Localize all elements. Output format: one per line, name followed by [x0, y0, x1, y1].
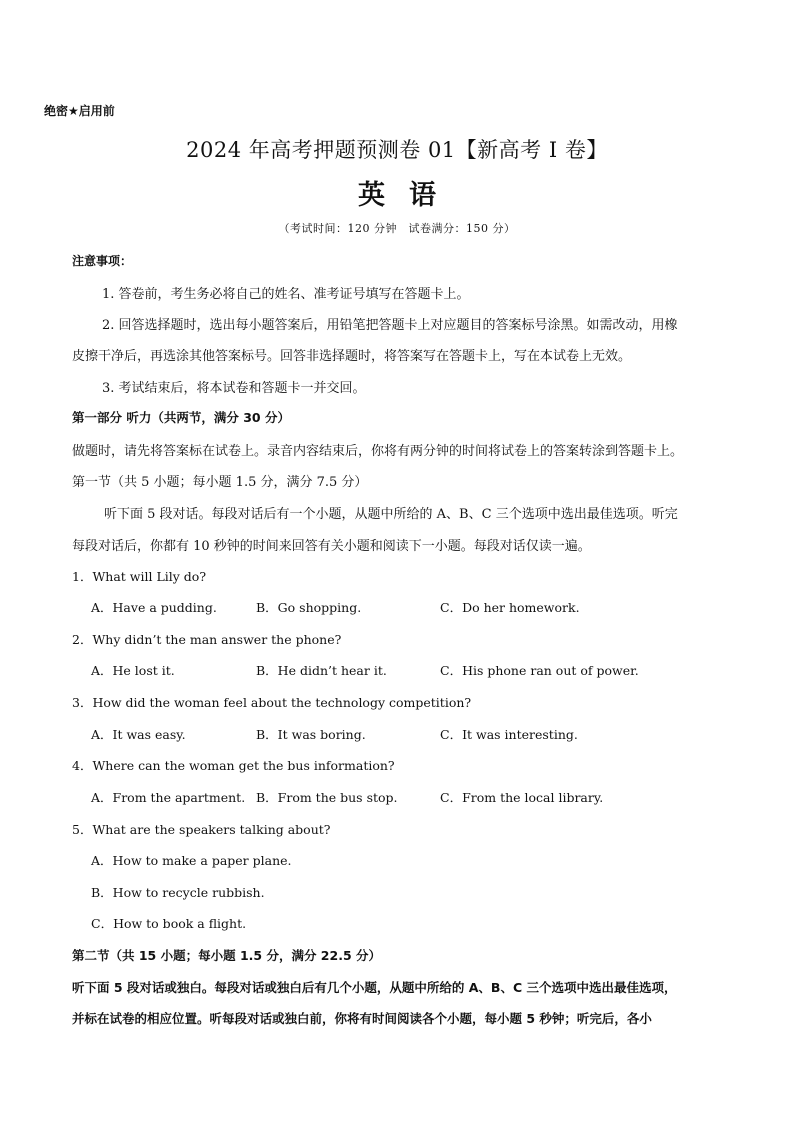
- confidential-label: 绝密★启用前: [44, 104, 115, 118]
- section1-instruction-line-1: 听下面 5 段对话。每段对话后有一个小题，从题中所给的 A、B、C 三个选项中选出最佳选项。听完: [104, 507, 678, 522]
- section1-heading: 第一节（共 5 小题；每小题 1.5 分，满分 7.5 分）: [72, 475, 368, 490]
- exam-title: 2024 年高考押题预测卷 01【新高考 I 卷】: [186, 138, 608, 162]
- question-1-option-b: B．Go shopping.: [256, 600, 362, 615]
- section2-heading: 第二节（共 15 小题；每小题 1.5 分，满分 22.5 分）: [72, 948, 381, 963]
- part1-instruction: 做题时，请先将答案标在试卷上。录音内容结束后，你将有两分钟的时间将试卷上的答案转涂到答题卡上。: [72, 444, 684, 459]
- notice-item-1: 1. 答卷前，考生务必将自己的姓名、准考证号填写在答题卡上。: [102, 287, 470, 302]
- notice-item-3: 3. 考试结束后，将本试卷和答题卡一并交回。: [102, 381, 366, 396]
- question-4-option-c: C．From the local library.: [440, 790, 604, 805]
- notice-item-2-line-1: 2. 回答选择题时，选出每小题答案后，用铅笔把答题卡上对应题目的答案标号涂黑。如需改动，用橡: [102, 318, 678, 333]
- section2-instruction-line-1: 听下面 5 段对话或独白。每段对话或独白后有几个小题，从题中所给的 A、B、C 三个选项中选出最佳选项，: [72, 980, 677, 995]
- question-4-option-b: B．From the bus stop.: [256, 790, 398, 805]
- question-3-option-a: A．It was easy.: [91, 727, 186, 742]
- question-4-option-a: A．From the apartment.: [91, 790, 246, 805]
- question-5-option-b: B．How to recycle rubbish.: [91, 885, 265, 900]
- question-2-option-b: B．He didn’t hear it.: [256, 663, 387, 678]
- question-4-stem: 4．Where can the woman get the bus information?: [72, 758, 395, 773]
- question-1-option-c: C．Do her homework.: [440, 600, 580, 615]
- subject-title: 英语: [358, 180, 460, 211]
- question-3-option-c: C．It was interesting.: [440, 727, 578, 742]
- notice-heading: 注意事项：: [72, 254, 133, 268]
- part1-heading: 第一部分 听力（共两节，满分 30 分）: [72, 410, 290, 425]
- question-3-stem: 3．How did the woman feel about the technology competition?: [72, 695, 472, 710]
- question-1-option-a: A．Have a pudding.: [91, 600, 217, 615]
- question-5-stem: 5．What are the speakers talking about?: [72, 822, 331, 837]
- section1-instruction-line-2: 每段对话后，你都有 10 秒钟的时间来回答有关小题和阅读下一小题。每段对话仅读一遍。: [72, 539, 591, 554]
- question-3-option-b: B．It was boring.: [256, 727, 366, 742]
- question-5-option-c: C．How to book a flight.: [91, 916, 247, 931]
- notice-item-2-line-2: 皮擦干净后，再选涂其他答案标号。回答非选择题时，将答案写在答题卡上，写在本试卷上无效。: [72, 349, 632, 364]
- section2-instruction-line-2: 并标在试卷的相应位置。听每段对话或独白前，你将有时间阅读各个小题，每小题 5 秒钟；听完后，各小: [72, 1011, 652, 1026]
- exam-info: （考试时间：120 分钟 试卷满分：150 分）: [278, 222, 516, 235]
- question-5-option-a: A．How to make a paper plane.: [91, 853, 292, 868]
- question-2-stem: 2．Why didn’t the man answer the phone?: [72, 632, 342, 647]
- question-2-option-a: A．He lost it.: [91, 663, 175, 678]
- question-2-option-c: C．His phone ran out of power.: [440, 663, 639, 678]
- question-1-stem: 1．What will Lily do?: [72, 569, 207, 584]
